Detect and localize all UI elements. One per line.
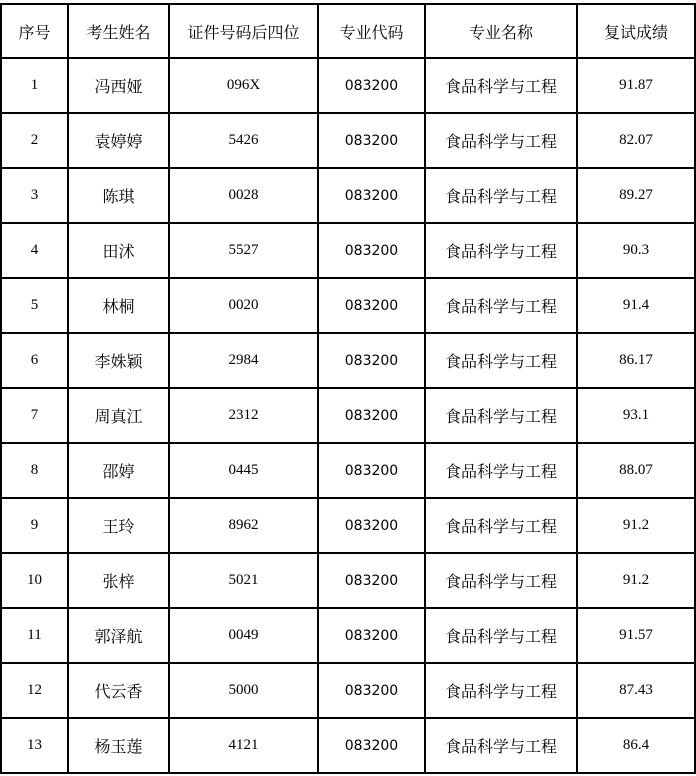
cell-major-name: 食品科学与工程 [425, 498, 577, 553]
cell-major-name: 食品科学与工程 [425, 113, 577, 168]
cell-major-name: 食品科学与工程 [425, 388, 577, 443]
cell-major-name: 食品科学与工程 [425, 278, 577, 333]
cell-major-name: 食品科学与工程 [425, 333, 577, 388]
table-row [1, 498, 695, 553]
cell-major-name: 食品科学与工程 [425, 553, 577, 608]
cell-score: 91.2 [577, 498, 695, 553]
cell-id-last4: 5426 [169, 113, 318, 168]
cell-id-last4: 096X [169, 58, 318, 113]
header-major-name: 专业名称 [425, 4, 577, 58]
cell-major-name: 食品科学与工程 [425, 718, 577, 773]
cell-major-code: 083200 [318, 278, 425, 333]
cell-id-last4: 2312 [169, 388, 318, 443]
table-row [1, 443, 695, 498]
cell-major-name: 食品科学与工程 [425, 608, 577, 663]
cell-major-code: 083200 [318, 168, 425, 223]
cell-name: 张梓 [68, 553, 169, 608]
cell-major-name: 食品科学与工程 [425, 58, 577, 113]
cell-major-code: 083200 [318, 663, 425, 718]
table-row [1, 553, 695, 608]
cell-score: 89.27 [577, 168, 695, 223]
cell-major-name: 食品科学与工程 [425, 663, 577, 718]
cell-name: 林桐 [68, 278, 169, 333]
cell-name: 李姝颖 [68, 333, 169, 388]
cell-seq: 13 [1, 718, 68, 773]
cell-seq: 6 [1, 333, 68, 388]
cell-major-code: 083200 [318, 718, 425, 773]
cell-id-last4: 0049 [169, 608, 318, 663]
header-seq: 序号 [1, 4, 68, 58]
cell-name: 杨玉莲 [68, 718, 169, 773]
cell-seq: 2 [1, 113, 68, 168]
table-row [1, 58, 695, 113]
table-row [1, 718, 695, 773]
cell-id-last4: 5021 [169, 553, 318, 608]
cell-name: 王玲 [68, 498, 169, 553]
cell-seq: 1 [1, 58, 68, 113]
cell-id-last4: 5527 [169, 223, 318, 278]
cell-major-code: 083200 [318, 223, 425, 278]
cell-id-last4: 8962 [169, 498, 318, 553]
cell-seq: 11 [1, 608, 68, 663]
cell-id-last4: 0020 [169, 278, 318, 333]
cell-score: 93.1 [577, 388, 695, 443]
table-row [1, 388, 695, 443]
cell-seq: 8 [1, 443, 68, 498]
header-name: 考生姓名 [68, 4, 169, 58]
header-row [1, 4, 695, 58]
cell-major-code: 083200 [318, 443, 425, 498]
cell-seq: 9 [1, 498, 68, 553]
table-header [1, 4, 695, 58]
header-major-code: 专业代码 [318, 4, 425, 58]
cell-score: 82.07 [577, 113, 695, 168]
cell-score: 90.3 [577, 223, 695, 278]
cell-seq: 10 [1, 553, 68, 608]
cell-seq: 4 [1, 223, 68, 278]
cell-score: 86.4 [577, 718, 695, 773]
cell-seq: 7 [1, 388, 68, 443]
cell-score: 91.87 [577, 58, 695, 113]
cell-major-code: 083200 [318, 608, 425, 663]
cell-major-code: 083200 [318, 388, 425, 443]
cell-major-name: 食品科学与工程 [425, 168, 577, 223]
table-row [1, 278, 695, 333]
header-score: 复试成绩 [577, 4, 695, 58]
cell-name: 陈琪 [68, 168, 169, 223]
cell-major-name: 食品科学与工程 [425, 223, 577, 278]
cell-score: 88.07 [577, 443, 695, 498]
cell-major-code: 083200 [318, 113, 425, 168]
cell-name: 邵婷 [68, 443, 169, 498]
table-row [1, 223, 695, 278]
table-row [1, 113, 695, 168]
cell-seq: 12 [1, 663, 68, 718]
cell-major-code: 083200 [318, 58, 425, 113]
table-row [1, 608, 695, 663]
cell-score: 87.43 [577, 663, 695, 718]
table-row [1, 333, 695, 388]
cell-major-name: 食品科学与工程 [425, 443, 577, 498]
cell-id-last4: 2984 [169, 333, 318, 388]
cell-id-last4: 5000 [169, 663, 318, 718]
header-id-last4: 证件号码后四位 [169, 4, 318, 58]
cell-name: 袁婷婷 [68, 113, 169, 168]
cell-name: 郭泽航 [68, 608, 169, 663]
cell-major-code: 083200 [318, 553, 425, 608]
cell-major-code: 083200 [318, 333, 425, 388]
results-table [0, 3, 696, 774]
cell-major-code: 083200 [318, 498, 425, 553]
cell-name: 冯西娅 [68, 58, 169, 113]
table-row [1, 168, 695, 223]
cell-score: 91.2 [577, 553, 695, 608]
cell-id-last4: 0028 [169, 168, 318, 223]
cell-seq: 5 [1, 278, 68, 333]
table-body [1, 58, 695, 773]
cell-id-last4: 0445 [169, 443, 318, 498]
cell-id-last4: 4121 [169, 718, 318, 773]
cell-score: 91.57 [577, 608, 695, 663]
cell-score: 86.17 [577, 333, 695, 388]
cell-name: 田沭 [68, 223, 169, 278]
table-row [1, 663, 695, 718]
cell-score: 91.4 [577, 278, 695, 333]
cell-seq: 3 [1, 168, 68, 223]
cell-name: 周真江 [68, 388, 169, 443]
cell-name: 代云香 [68, 663, 169, 718]
